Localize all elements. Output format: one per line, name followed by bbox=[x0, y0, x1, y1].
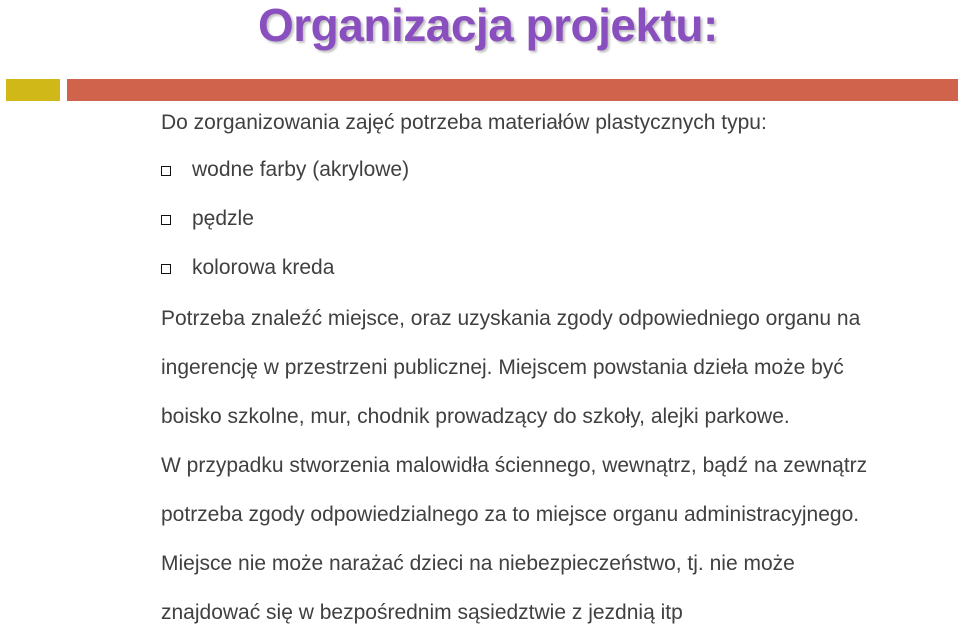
square-bullet-icon bbox=[161, 166, 171, 176]
paragraph-line: znajdować się w bezpośrednim sąsiedztwie z jezdnią itp bbox=[161, 601, 683, 624]
list-item-label: kolorowa kreda bbox=[192, 256, 335, 279]
paragraph-line: ingerencję w przestrzeni publicznej. Miejscem powstania dzieła może być bbox=[161, 356, 844, 379]
paragraph-line: boisko szkolne, mur, chodnik prowadzący do szkoły, alejki parkowe. bbox=[161, 405, 790, 428]
paragraph-line: Potrzeba znaleźć miejsce, oraz uzyskania zgody odpowiedniego organu na bbox=[161, 307, 861, 330]
square-bullet-icon bbox=[161, 264, 171, 274]
paragraph-line: potrzeba zgody odpowiedzialnego za to miejsce organu administracyjnego. bbox=[161, 503, 860, 526]
slide-title: Organizacja projektu: bbox=[258, 0, 718, 51]
square-bullet-icon bbox=[161, 215, 171, 225]
list-item bbox=[161, 157, 409, 183]
list-item-label: pędzle bbox=[192, 207, 254, 230]
list-item bbox=[161, 255, 334, 281]
paragraph-line: W przypadku stworzenia malowidła ściennego, wewnątrz, bądź na zewnątrz bbox=[161, 454, 868, 477]
paragraph-line: Miejsce nie może narażać dzieci na niebezpieczeństwo, tj. nie może bbox=[161, 552, 795, 575]
list-item-label: wodne farby (akrylowe) bbox=[192, 158, 410, 181]
list-item bbox=[161, 206, 254, 232]
intro-text: Do zorganizowania zajęć potrzeba materiałów plastycznych typu: bbox=[161, 111, 767, 134]
